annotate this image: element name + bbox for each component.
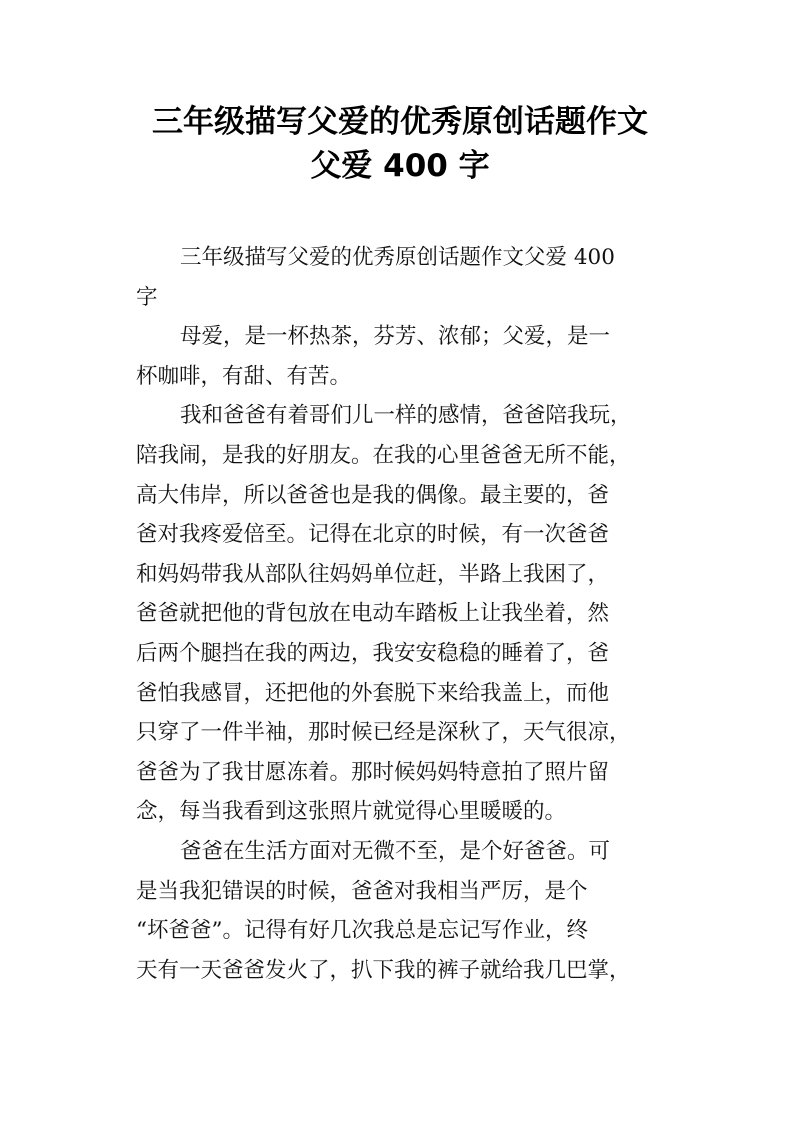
body-line: 我和爸爸有着哥们儿一样的感情，爸爸陪我玩， [180, 403, 632, 429]
document-body [136, 238, 666, 990]
body-line: “坏爸爸”。记得有好几次我总是忘记写作业，终 [136, 918, 588, 944]
body-line: 天有一天爸爸发火了，扒下我的裤子就给我几巴掌， [136, 957, 631, 983]
title-line-2: 父爱 400 字 [310, 148, 490, 184]
body-line: 爸对我疼爱倍至。记得在北京的时候，有一次爸爸 [136, 522, 610, 548]
body-line: 只穿了一件半袖，那时候已经是深秋了，天气很凉， [136, 720, 631, 746]
body-line: 念，每当我看到这张照片就觉得心里暖暖的。 [136, 799, 567, 825]
body-line: 后两个腿挡在我的两边，我安安稳稳的睡着了，爸 [136, 640, 610, 666]
title-line-1: 三年级描写父爱的优秀原创话题作文 [152, 104, 648, 140]
body-line: 和妈妈带我从部队往妈妈单位赶，半路上我困了， [136, 561, 610, 587]
body-line: 高大伟岸，所以爸爸也是我的偶像。最主要的，爸 [136, 482, 610, 508]
body-line: 爸爸为了我甘愿冻着。那时候妈妈特意拍了照片留 [136, 759, 610, 785]
body-line: 字 [136, 284, 158, 310]
body-line: 母爱，是一杯热茶，芬芳、浓郁；父爱，是一 [180, 324, 611, 350]
body-line: 爸怕我感冒，还把他的外套脱下来给我盖上，而他 [136, 680, 610, 706]
body-line: 陪我闹，是我的好朋友。在我的心里爸爸无所不能， [136, 442, 631, 468]
body-line: 是当我犯错误的时候，爸爸对我相当严厉，是个 [136, 878, 588, 904]
document-title [0, 100, 800, 188]
body-line: 爸爸在生活方面对无微不至，是个好爸爸。可 [180, 838, 611, 864]
body-line: 杯咖啡，有甜、有苦。 [136, 363, 352, 389]
body-line: 三年级描写父爱的优秀原创话题作文父爱 400 [180, 245, 615, 270]
body-line: 爸爸就把他的背包放在电动车踏板上让我坐着，然 [136, 601, 610, 627]
